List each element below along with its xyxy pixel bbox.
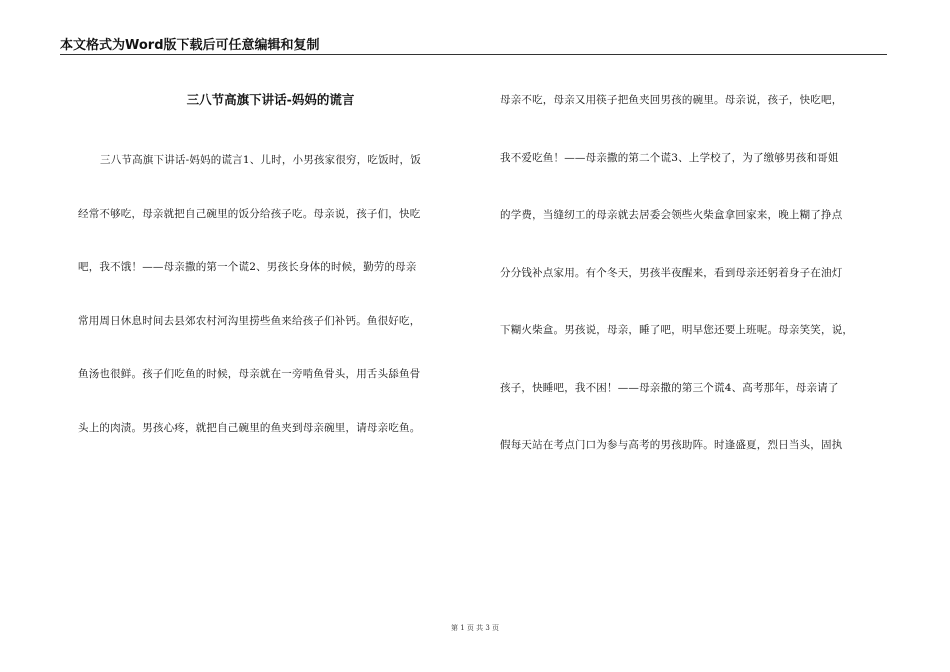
text-line: 母亲不吃，母亲又用筷子把鱼夹回男孩的碗里。母亲说，孩子，快吃吧，: [500, 94, 843, 106]
header-notice: 本文格式为Word版下载后可任意编辑和复制: [60, 38, 320, 53]
text-line: 我不爱吃鱼！——母亲撒的第二个谎3、上学校了，为了缴够男孩和哥姐: [500, 151, 839, 164]
text-line: 假每天站在考点门口为参与高考的男孩助阵。时逢盛夏，烈日当头，固执: [500, 439, 843, 451]
text-line: 孩子，快睡吧，我不困！——母亲撒的第三个谎4、高考那年，母亲请了: [500, 381, 839, 394]
text-line: 头上的肉渍。男孩心疼，就把自己碗里的鱼夹到母亲碗里，请母亲吃鱼。: [78, 421, 421, 434]
text-line: 鱼汤也很鲜。孩子们吃鱼的时候，母亲就在一旁啃鱼骨头，用舌头舔鱼骨: [78, 368, 421, 380]
text-line: 经常不够吃，母亲就把自己碗里的饭分给孩子吃。母亲说，孩子们，快吃: [78, 207, 421, 220]
page-number: 第 1 页 共 3 页: [450, 624, 500, 632]
page-header: [60, 30, 887, 55]
text-line: 的学费，当缝纫工的母亲就去居委会领些火柴盒拿回家来，晚上糊了挣点: [500, 209, 843, 221]
text-line: 常用周日休息时间去县郊农村河沟里捞些鱼来给孩子们补钙。鱼很好吃，: [78, 314, 421, 327]
right-column: [500, 90, 890, 493]
left-column: [78, 90, 463, 471]
text-line: 吧，我不饿！——母亲撒的第一个谎2、男孩长身体的时候，勤劳的母亲: [78, 261, 417, 273]
text-line: 分分钱补点家用。有个冬天，男孩半夜醒来，看到母亲还躬着身子在油灯: [500, 266, 843, 279]
text-line: 三八节高旗下讲话-妈妈的谎言1、儿时，小男孩家很穷，吃饭时，饭: [100, 154, 421, 166]
text-line: 下糊火柴盒。男孩说，母亲，睡了吧，明早您还要上班呢。母亲笑笑，说，: [500, 324, 854, 336]
document-title: 三八节高旗下讲话-妈妈的谎言: [186, 92, 355, 107]
